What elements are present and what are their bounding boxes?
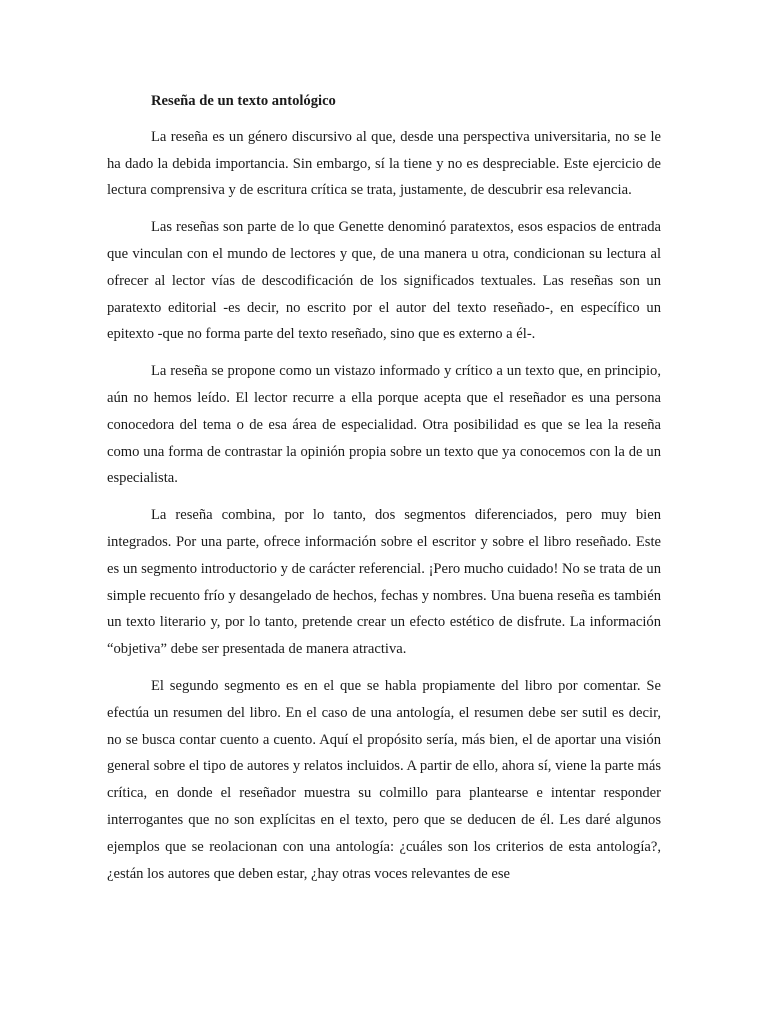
paragraph-3: La reseña se propone como un vistazo informado y crítico a un texto que, en principio, aún no hemos leído. El lector recurre a ella porque acepta que el reseñador es una persona conocedora del tema o de esa área de especialidad. Otra posibilidad es que se lea la reseña como una forma de contrastar la opinión propia sobre un texto que ya conocemos con la de un especialista. — [107, 363, 661, 487]
paragraph-5: El segundo segmento es en el que se habla propiamente del libro por comentar. Se efectúa un resumen del libro. En el caso de una antología, el resumen debe ser sutil es decir, no se busca contar cuento a cuento. Aquí el propósito sería, más bien, el de aportar una visión general sobre el tipo de autores y relatos incluidos. A partir de ello, ahora sí, viene la parte más crítica, en donde el reseñador muestra su colmillo para plantearse e intentar responder interrogantes que no son explícitas en el texto, pero que se deducen de él. Les daré algunos ejemplos que se reolacionan con una antología: ¿cuáles son los criterios de esta antología?, ¿están los autores que deben estar, ¿hay otras voces relevantes de ese — [107, 677, 661, 882]
document-title: Reseña de un texto antológico — [151, 93, 336, 109]
document-body — [107, 88, 661, 897]
paragraph-4: La reseña combina, por lo tanto, dos segmentos diferenciados, pero muy bien integrados. Por una parte, ofrece información sobre el escritor y sobre el libro reseñado. Este es un segmento introductorio y de carácter referencial. ¡Pero mucho cuidado! No se trata de un simple recuento frío y desangelado de hechos, fechas y nombres. Una buena reseña es también un texto literario y, por lo tanto, pretende crear un efecto estético de disfrute. La información “objetiva” debe ser presentada de manera atractiva. — [107, 507, 661, 658]
paragraph-2: Las reseñas son parte de lo que Genette denominó paratextos, esos espacios de entrada que vinculan con el mundo de lectores y que, de una manera u otra, condicionan su lectura al ofrecer al lector vías de descodificación de los significados textuales. Las reseñas son un paratexto editorial -es decir, no escrito por el autor del texto reseñado-, en específico un epitexto -que no forma parte del texto reseñado, sino que es externo a él-. — [107, 219, 661, 343]
paragraph-1: La reseña es un género discursivo al que, desde una perspectiva universitaria, no se le ha dado la debida importancia. Sin embargo, sí la tiene y no es despreciable. Este ejercicio de lectura comprensiva y de escritura crítica se trata, justamente, de descubrir esa relevancia. — [107, 128, 661, 199]
